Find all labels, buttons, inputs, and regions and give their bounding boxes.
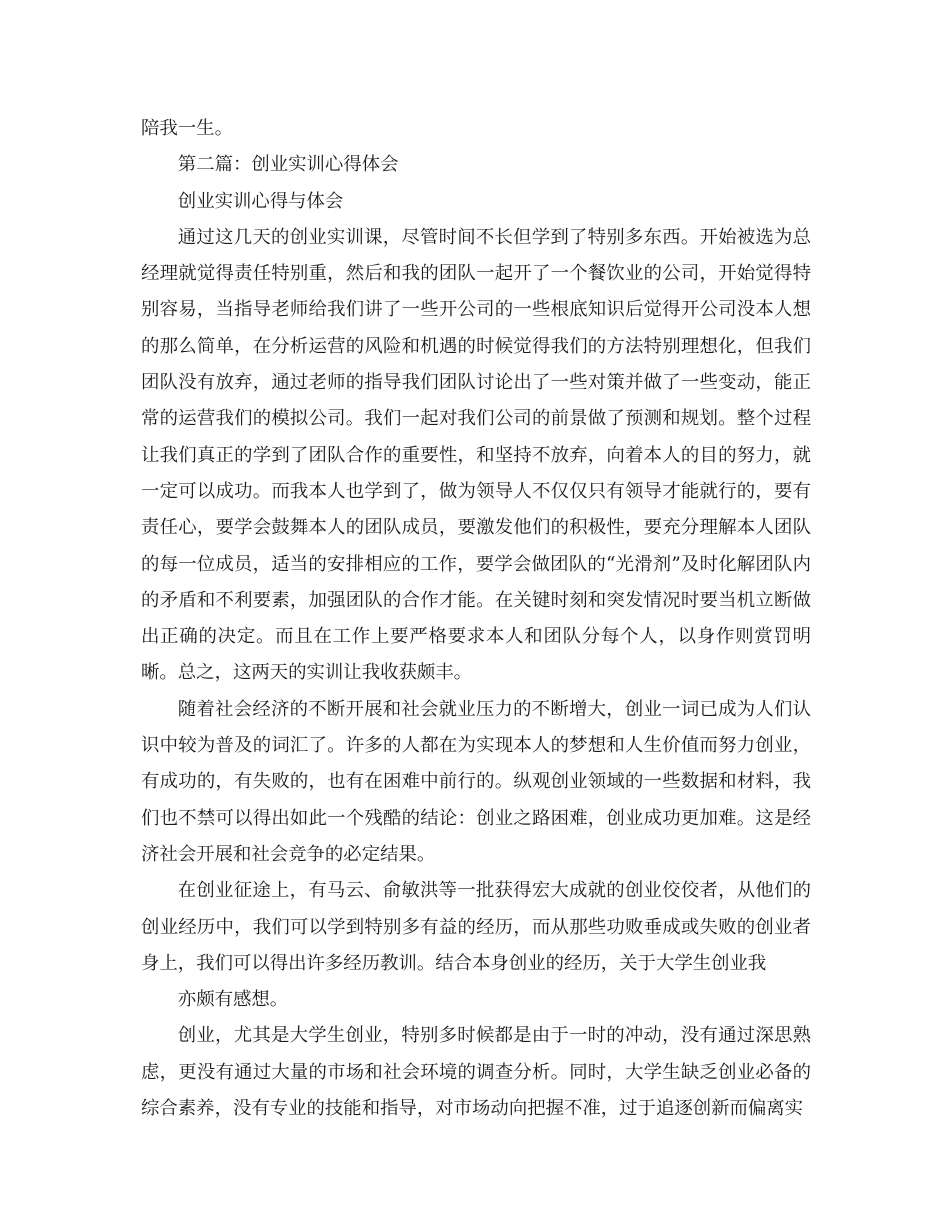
- section-subtitle: 创业实训心得与体会: [177, 190, 344, 212]
- document-page: [141, 111, 811, 1127]
- body-paragraph: 创业，尤其是大学生创业，特别多时候都是由于一时的冲动，没有通过深思熟虑，更没有通过大量的市场和社会环境的调查分析。同时，大学生缺乏创业必备的综合素养，没有专业的技能和指导，对市场动向把握不准，过于追逐创新而偏离实: [141, 1025, 811, 1120]
- continuation-line: 陪我一生。: [141, 118, 233, 139]
- body-paragraph: 随着社会经济的不断开展和社会就业压力的不断增大，创业一词已成为人们认识中较为普及的词汇了。许多的人都在为实现本人的梦想和人生价值而努力创业，有成功的，有失败的，也有在困难中前行的。纵观创业领域的一些数据和材料，我们也不禁可以得出如此一个残酷的结论：创业之路困难，创业成功更加难。这是经济社会开展和社会竞争的必定结果。: [141, 698, 811, 865]
- body-paragraph: 亦颇有感想。: [177, 989, 289, 1011]
- section-heading: 第二篇：创业实训心得体会: [177, 154, 399, 176]
- body-paragraph: 通过这几天的创业实训课，尽管时间不长但学到了特别多东西。开始被选为总经理就觉得责任特别重，然后和我的团队一起开了一个餐饮业的公司，开始觉得特别容易，当指导老师给我们讲了一些开公司的一些根底知识后觉得开公司没本人想的那么简单，在分析运营的风险和机遇的时候觉得我们的方法特别理想化，但我们团队没有放弃，通过老师的指导我们团队讨论出了一些对策并做了一些变动，能正常的运营我们的模拟公司。我们一起对我们公司的前景做了预测和规划。整个过程让我们真正的学到了团队合作的重要性，和坚持不放弃，向着本人的目的努力，就一定可以成功。而我本人也学到了，做为领导人不仅仅只有领导才能就行的，要有责任心，要学会鼓舞本人的团队成员，要激发他们的积极性，要充分理解本人团队的每一位成员，适当的安排相应的工作，要学会做团队的“光滑剂”及时化解团队内的矛盾和不利要素，加强团队的合作才能。在关键时刻和突发情况时要当机立断做出正确的决定。而且在工作上要严格要求本人和团队分每个人，以身作则赏罚明晰。总之，这两天的实训让我收获颇丰。: [141, 226, 811, 684]
- body-paragraph: 在创业征途上，有马云、俞敏洪等一批获得宏大成就的创业佼佼者，从他们的创业经历中，我们可以学到特别多有益的经历，而从那些功败垂成或失败的创业者身上，我们可以得出许多经历教训。结合本身创业的经历，关于大学生创业我: [141, 880, 811, 974]
